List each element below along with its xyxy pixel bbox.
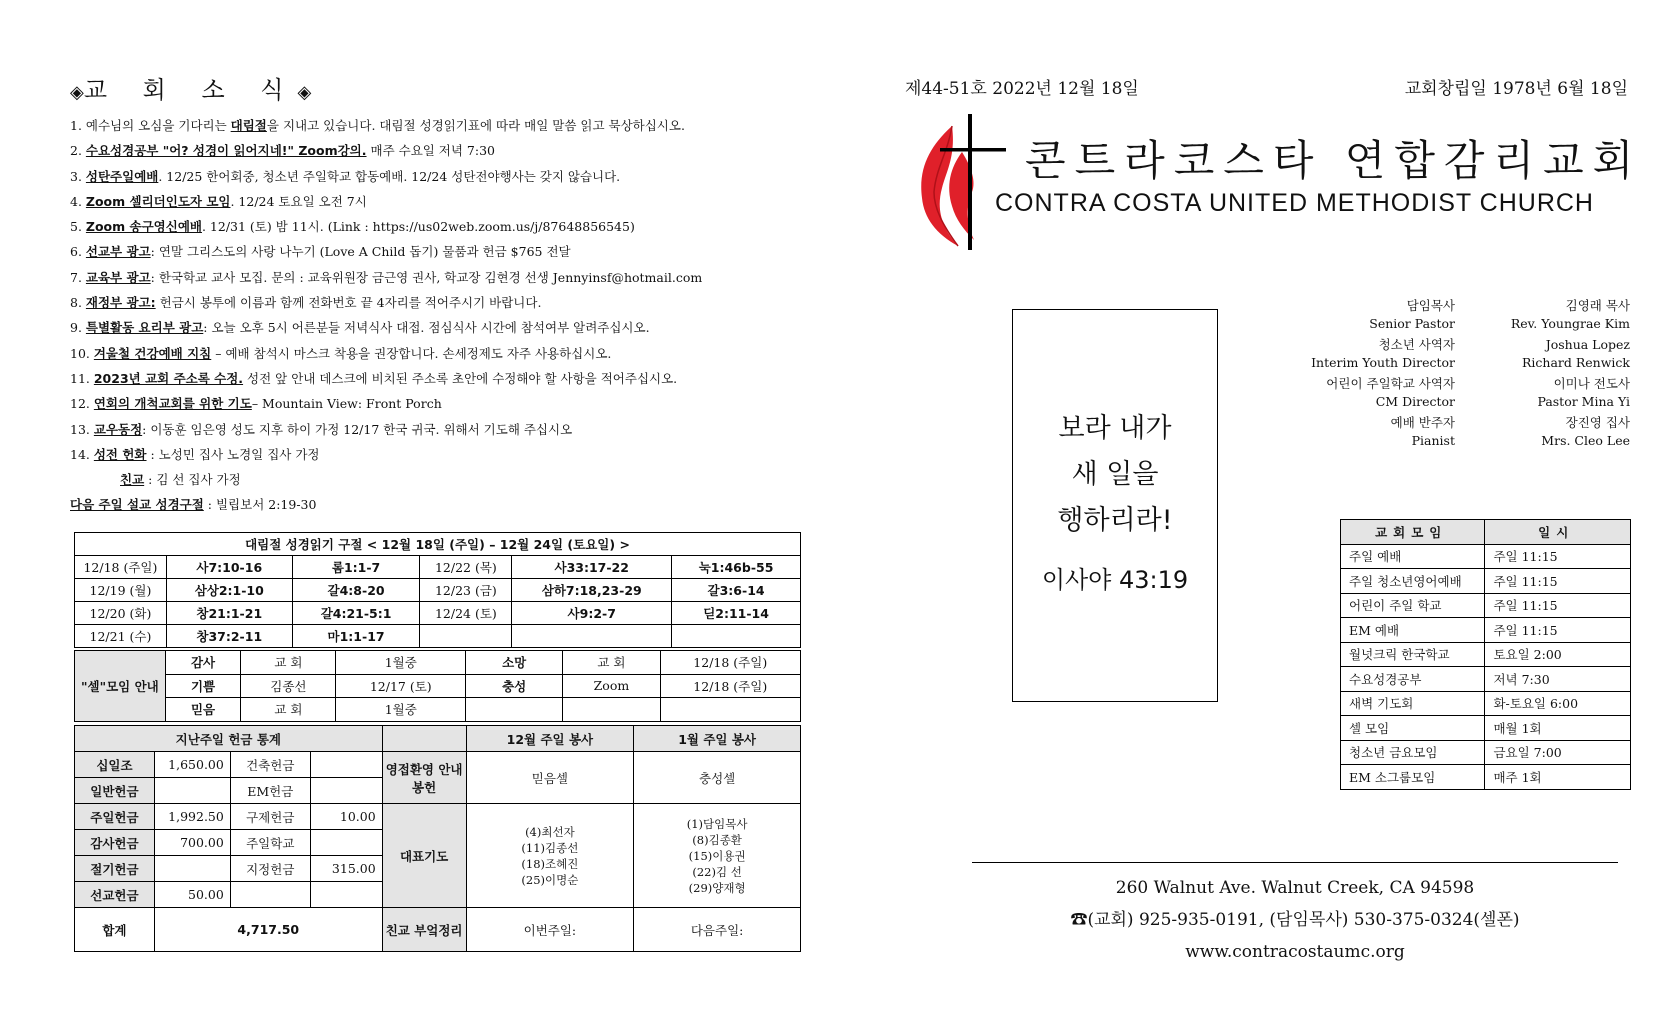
news-label: 성탄주일예배	[85, 168, 159, 184]
reading-cell	[420, 625, 512, 648]
meeting-time: 화-토요일 6:00	[1485, 691, 1631, 716]
news-item	[70, 138, 800, 163]
news-label: 성전 헌화	[93, 446, 147, 462]
phone-numbers: ☎(교회) 925-935-0191, (담임목사) 530-375-0324(셀폰)	[1070, 910, 1520, 930]
meeting-name: 주일 청소년영어예배	[1341, 569, 1485, 594]
table-row	[75, 698, 801, 722]
staff-name-line: 장진영 집사	[1565, 415, 1630, 430]
staff-entry	[1290, 375, 1630, 411]
reading-cell	[512, 625, 672, 648]
news-number: 1.	[70, 118, 86, 133]
news-number: 6.	[70, 244, 86, 260]
news-label: 교우동정	[93, 421, 143, 437]
news-text: 성전 앞 안내 데스크에 비치된 주소록 초안에 수정해야 할 사항을 적어주십시오.	[243, 370, 678, 386]
table-row	[75, 625, 801, 648]
address: 260 Walnut Ave. Walnut Creek, CA 94598	[1115, 878, 1475, 898]
reading-cell: 12/18 (주일)	[75, 556, 167, 579]
cell-meeting-cell: 1월중	[336, 698, 466, 722]
table-row	[1341, 765, 1631, 790]
news-label: 친교	[120, 472, 145, 488]
offering-type: 일반헌금	[75, 778, 155, 804]
staff-name-line: 이미나 전도사	[1553, 376, 1630, 391]
news-label: 다음 주일 설교 성경구절	[70, 497, 204, 513]
table-row	[75, 674, 801, 698]
prayer-entry: (11)김종선	[521, 840, 579, 855]
table-row	[1341, 544, 1631, 569]
offering-table	[74, 725, 801, 952]
table-row	[75, 602, 801, 625]
staff-entry	[1290, 414, 1630, 450]
offering-type: 주일헌금	[75, 804, 155, 830]
total-label: 합계	[75, 908, 155, 952]
news-item	[70, 239, 800, 264]
cell-meeting-table	[74, 650, 801, 722]
cross-and-flame-logo	[912, 112, 1008, 252]
staff-name-line: Pastor Mina Yi	[1537, 394, 1630, 409]
meetings-header: 일시	[1485, 520, 1631, 545]
news-item-fellowship	[70, 467, 800, 492]
table-row	[75, 804, 801, 830]
staff-list	[1290, 297, 1630, 453]
staff-name	[1455, 336, 1630, 372]
reading-cell: 12/20 (화)	[75, 602, 167, 625]
table-row	[1341, 569, 1631, 594]
news-text: 을 지내고 있습니다. 대림절 성경읽기표에 따라 매일 말씀 읽고 묵상하십시오.	[266, 118, 685, 133]
news-text: . 12/24 토요일 오전 7시	[230, 193, 367, 209]
table-row	[75, 651, 801, 675]
cell-meeting-cell: 감사	[165, 651, 241, 675]
meeting-name: 수요성경공부	[1341, 667, 1485, 692]
offering-amount	[310, 830, 382, 856]
offering-amount: 315.00	[310, 856, 382, 882]
news-text: 헌금시 봉투에 이름과 함께 전화번호 끝 4자리를 적어주시기 바랍니다.	[155, 295, 542, 311]
news-text: 예수님의 오심을 기다리는	[85, 118, 231, 133]
prayer-entry: (29)양재형	[688, 880, 746, 895]
cell-meeting-cell: 12/17 (토)	[336, 674, 466, 698]
news-number: 10.	[70, 345, 94, 361]
news-label: 교육부 광고	[85, 269, 151, 285]
news-item	[70, 315, 800, 340]
meeting-time: 매월 1회	[1485, 716, 1631, 741]
news-item	[70, 265, 800, 290]
offering-amount: 10.00	[310, 804, 382, 830]
news-label: 재정부 광고:	[85, 295, 156, 311]
news-text: . 12/31 (토) 밤 11시. (Link : https://us02web.zoom.us/j/87648856545)	[201, 219, 635, 235]
news-label: 연회의 개척교회를 위한 기도	[93, 396, 252, 412]
table-row	[75, 579, 801, 602]
reading-cell: 갈3:6-14	[672, 579, 801, 602]
staff-role-line: Pianist	[1411, 433, 1455, 448]
news-text: – 예배 참석시 마스크 착용을 권장합니다. 손세정제도 자주 사용하십시오.	[211, 345, 612, 361]
news-number: 4.	[70, 193, 86, 209]
news-text: – Mountain View: Front Porch	[251, 396, 442, 412]
meeting-name: 월넛크릭 한국학교	[1341, 642, 1485, 667]
cell-meeting-cell: 교 회	[241, 651, 336, 675]
reading-cell: 삼상2:1-10	[166, 579, 292, 602]
offering-amount	[310, 882, 382, 908]
staff-role-line: 청소년 사역자	[1378, 337, 1455, 352]
staff-role	[1290, 336, 1455, 372]
staff-name-line: Richard Renwick	[1522, 355, 1630, 370]
news-number: 8.	[70, 295, 86, 311]
news-list	[70, 113, 800, 518]
news-label: 특별활동 요리부 광고	[85, 320, 204, 336]
news-number: 13.	[70, 421, 94, 437]
cell-meeting-cell: 기쁨	[165, 674, 241, 698]
december-service-header: 12월 주일 봉사	[466, 726, 634, 752]
welcome-december: 믿음셀	[466, 752, 634, 804]
news-text: : 김 선 집사 가정	[144, 472, 241, 488]
cell-meeting-cell	[563, 698, 660, 722]
news-number: 12.	[70, 396, 94, 412]
meeting-name: 어린이 주일 학교	[1341, 593, 1485, 618]
table-row	[1341, 667, 1631, 692]
news-item-next-sermon	[70, 492, 800, 517]
church-news-title: ◈교 회 소 식◈	[70, 76, 312, 104]
reading-header: 대림절 성경읽기 구절 < 12월 18일 (주일) – 12월 24일 (토요일) >	[75, 533, 801, 556]
table-row	[1341, 642, 1631, 667]
diamond-icon: ◈	[297, 82, 312, 103]
staff-name-line: Mrs. Cleo Lee	[1541, 433, 1630, 448]
news-text: : 이동훈 임은영 성도 지후 하이 가정 12/17 한국 귀국. 위해서 기도해 주십시오	[142, 421, 573, 437]
footer-divider	[972, 862, 1618, 863]
staff-entry	[1290, 336, 1630, 372]
meeting-name: 청소년 금요모임	[1341, 740, 1485, 765]
table-row	[1341, 593, 1631, 618]
table-row	[75, 908, 801, 952]
news-item	[70, 214, 800, 239]
news-number: 7.	[70, 269, 86, 285]
news-text: : 오늘 오후 5시 어른분들 저녁식사 대접. 점심식사 시간에 참석여부 알려주십시오.	[203, 320, 650, 336]
cell-meeting-cell: 김종선	[241, 674, 336, 698]
total-value: 4,717.50	[154, 908, 382, 952]
welcome-label: 영접환영 안내봉헌	[382, 752, 466, 804]
reading-cell: 12/23 (금)	[420, 579, 512, 602]
reading-cell: 12/21 (수)	[75, 625, 167, 648]
staff-role-line: Senior Pastor	[1369, 316, 1455, 331]
fellowship-this-week: 이번주일:	[466, 908, 634, 952]
offering-amount: 1,992.50	[154, 804, 230, 830]
verse-line: 새 일을	[1071, 459, 1159, 490]
cell-meeting-cell: 12/18 (주일)	[660, 651, 800, 675]
news-item	[70, 164, 800, 189]
news-text: . 12/25 한어회중, 청소년 주일학교 합동예배. 12/24 성탄전야행사는 갖지 않습니다.	[158, 168, 621, 184]
verse-line: 보라 내가	[1058, 413, 1172, 444]
offering-type: 지정헌금	[230, 856, 310, 882]
founding-date: 교회창립일 1978년 6월 18일	[1404, 79, 1628, 99]
offering-type: 십일조	[75, 752, 155, 778]
news-number: 14.	[70, 446, 94, 462]
news-item	[70, 290, 800, 315]
meeting-time: 저녁 7:30	[1485, 667, 1631, 692]
cell-title: "셀"모임 안내	[75, 651, 166, 722]
table-row	[1341, 691, 1631, 716]
news-label: 수요성경공부 "어? 성경이 읽어지네!" Zoom강의.	[85, 143, 367, 159]
reading-cell	[672, 625, 801, 648]
table-row	[75, 752, 801, 778]
table-row	[1341, 740, 1631, 765]
meeting-name: 주일 예배	[1341, 544, 1485, 569]
january-service-header: 1월 주일 봉사	[634, 726, 801, 752]
reading-cell: 갈4:21-5:1	[292, 602, 420, 625]
offering-type: EM헌금	[230, 778, 310, 804]
reading-cell: 갈4:8-20	[292, 579, 420, 602]
offering-amount	[310, 778, 382, 804]
offering-type: 주일학교	[230, 830, 310, 856]
staff-role-line: 어린이 주일학교 사역자	[1326, 376, 1455, 391]
cell-meeting-cell: 1월중	[336, 651, 466, 675]
news-label: Zoom 송구영신예배	[85, 219, 202, 235]
news-label: Zoom 셀리더인도자 모임	[85, 193, 231, 209]
meeting-name: 셀 모임	[1341, 716, 1485, 741]
staff-role	[1290, 375, 1455, 411]
table-row	[1341, 520, 1631, 545]
table-row	[1341, 618, 1631, 643]
prayer-december	[466, 804, 634, 908]
news-item	[70, 113, 800, 138]
reading-cell: 롬1:1-7	[292, 556, 420, 579]
news-number: 3.	[70, 168, 86, 184]
staff-role-line: 예배 반주자	[1390, 415, 1455, 430]
reading-cell: 12/19 (월)	[75, 579, 167, 602]
news-number: 9.	[70, 320, 86, 336]
staff-role-line: 담임목사	[1406, 298, 1455, 313]
staff-name-line: 김영래 목사	[1565, 298, 1630, 313]
staff-name	[1455, 297, 1630, 333]
offering-amount	[154, 778, 230, 804]
prayer-entry: (4)최선자	[525, 824, 575, 839]
welcome-january: 충성셀	[634, 752, 801, 804]
offering-type: 감사헌금	[75, 830, 155, 856]
news-number: 5.	[70, 219, 86, 235]
church-meetings-table	[1340, 519, 1631, 790]
contact-info	[972, 872, 1618, 968]
news-label: 겨울철 건강예배 지침	[93, 345, 212, 361]
verse-text	[1013, 406, 1217, 544]
reading-cell: 창37:2-11	[166, 625, 292, 648]
offering-amount: 700.00	[154, 830, 230, 856]
reading-cell: 사7:10-16	[166, 556, 292, 579]
meeting-time: 주일 11:15	[1485, 569, 1631, 594]
offering-amount: 50.00	[154, 882, 230, 908]
cell-meeting-cell: 믿음	[165, 698, 241, 722]
news-item	[70, 442, 800, 467]
reading-cell: 마1:1-17	[292, 625, 420, 648]
offering-amount	[310, 752, 382, 778]
meeting-time: 토요일 2:00	[1485, 642, 1631, 667]
reading-cell: 사9:2-7	[512, 602, 672, 625]
reading-cell: 삼하7:18,23-29	[512, 579, 672, 602]
meeting-time: 주일 11:15	[1485, 618, 1631, 643]
verse-line: 행하리라!	[1057, 505, 1173, 536]
meeting-name: EM 소그룹모임	[1341, 765, 1485, 790]
reading-cell: 딛2:11-14	[672, 602, 801, 625]
church-news-section	[70, 70, 800, 518]
reading-cell: 12/24 (토)	[420, 602, 512, 625]
news-text: : 노성민 집사 노경일 집사 가정	[146, 446, 320, 462]
offering-type	[230, 882, 310, 908]
reading-cell: 눅1:46b-55	[672, 556, 801, 579]
staff-name-line: Rev. Youngrae Kim	[1510, 316, 1630, 331]
meeting-time: 주일 11:15	[1485, 593, 1631, 618]
news-text: : 빌립보서 2:19-30	[203, 497, 317, 513]
cell-meeting-cell: 12/18 (주일)	[660, 674, 800, 698]
reading-cell: 사33:17-22	[512, 556, 672, 579]
staff-name	[1455, 375, 1630, 411]
news-item	[70, 391, 800, 416]
staff-name-line: Joshua Lopez	[1545, 337, 1630, 352]
meeting-name: 새벽 기도회	[1341, 691, 1485, 716]
offering-type: 건축헌금	[230, 752, 310, 778]
website-link[interactable]: www.contracostaumc.org	[1185, 942, 1405, 962]
meeting-name: EM 예배	[1341, 618, 1485, 643]
cell-meeting-cell	[660, 698, 800, 722]
news-item	[70, 417, 800, 442]
table-row	[75, 726, 801, 752]
fellowship-label: 친교 부엌정리	[382, 908, 466, 952]
news-text: : 한국학교 교사 모집. 문의 : 교육위원장 금근영 권사, 학교장 김현경 선생 Jennyinsf@hotmail.com	[150, 269, 703, 285]
church-name-korean: 콘트라코스타 연합감리교회	[1025, 136, 1643, 185]
prayer-entry: (22)김 선	[692, 864, 742, 879]
fellowship-next-week: 다음주일:	[634, 908, 801, 952]
church-name-english: CONTRA COSTA UNITED METHODIST CHURCH	[995, 189, 1594, 217]
cell-meeting-cell: 충성	[466, 674, 563, 698]
prayer-entry: (15)이용권	[688, 848, 746, 863]
blank-cell	[382, 726, 466, 752]
prayer-entry: (18)조혜진	[521, 856, 579, 871]
offering-amount: 1,650.00	[154, 752, 230, 778]
prayer-entry: (25)이명순	[521, 872, 579, 887]
meeting-time: 금요일 7:00	[1485, 740, 1631, 765]
prayer-entry: (8)김종환	[692, 832, 742, 847]
issue-number: 제44-51호 2022년 12월 18일	[905, 79, 1139, 99]
cell-meeting-cell: 교 회	[241, 698, 336, 722]
verse-reference: 이사야 43:19	[1041, 566, 1189, 594]
table-row	[1341, 716, 1631, 741]
reading-cell: 창21:1-21	[166, 602, 292, 625]
news-number: 2.	[70, 143, 86, 159]
cell-meeting-cell: 소망	[466, 651, 563, 675]
offering-type: 절기헌금	[75, 856, 155, 882]
offering-title: 지난주일 헌금 통계	[75, 726, 383, 752]
news-label: 2023년 교회 주소록 수정.	[93, 370, 244, 386]
staff-name	[1455, 414, 1630, 450]
staff-role	[1290, 414, 1455, 450]
news-item	[70, 366, 800, 391]
staff-role	[1290, 297, 1455, 333]
cell-meeting-cell	[466, 698, 563, 722]
diamond-icon: ◈	[70, 82, 84, 103]
staff-role-line: CM Director	[1375, 394, 1455, 409]
news-text: 매주 수요일 저녁 7:30	[366, 143, 496, 159]
staff-entry	[1290, 297, 1630, 333]
staff-role-line: Interim Youth Director	[1311, 355, 1455, 370]
offering-type: 선교헌금	[75, 882, 155, 908]
table-row	[75, 556, 801, 579]
meeting-time: 매주 1회	[1485, 765, 1631, 790]
advent-reading-table	[74, 532, 801, 648]
theme-verse-box	[1012, 309, 1218, 702]
reading-cell: 12/22 (목)	[420, 556, 512, 579]
offering-amount	[154, 856, 230, 882]
meetings-header: 교회모임	[1341, 520, 1485, 545]
meeting-time: 주일 11:15	[1485, 544, 1631, 569]
offering-type: 구제헌금	[230, 804, 310, 830]
cell-meeting-cell: 교 회	[563, 651, 660, 675]
news-item	[70, 189, 800, 214]
news-label: 대림절	[230, 118, 267, 133]
news-number: 11.	[70, 370, 94, 386]
prayer-january	[634, 804, 801, 908]
prayer-entry: (1)담임목사	[686, 816, 748, 831]
prayer-label: 대표기도	[382, 804, 466, 908]
news-label: 선교부 광고	[85, 244, 151, 260]
news-item	[70, 341, 800, 366]
news-text: : 연말 그리스도의 사랑 나누기 (Love A Child 돕기) 물품과 헌금 $765 전달	[150, 244, 571, 260]
cell-meeting-cell: Zoom	[563, 674, 660, 698]
